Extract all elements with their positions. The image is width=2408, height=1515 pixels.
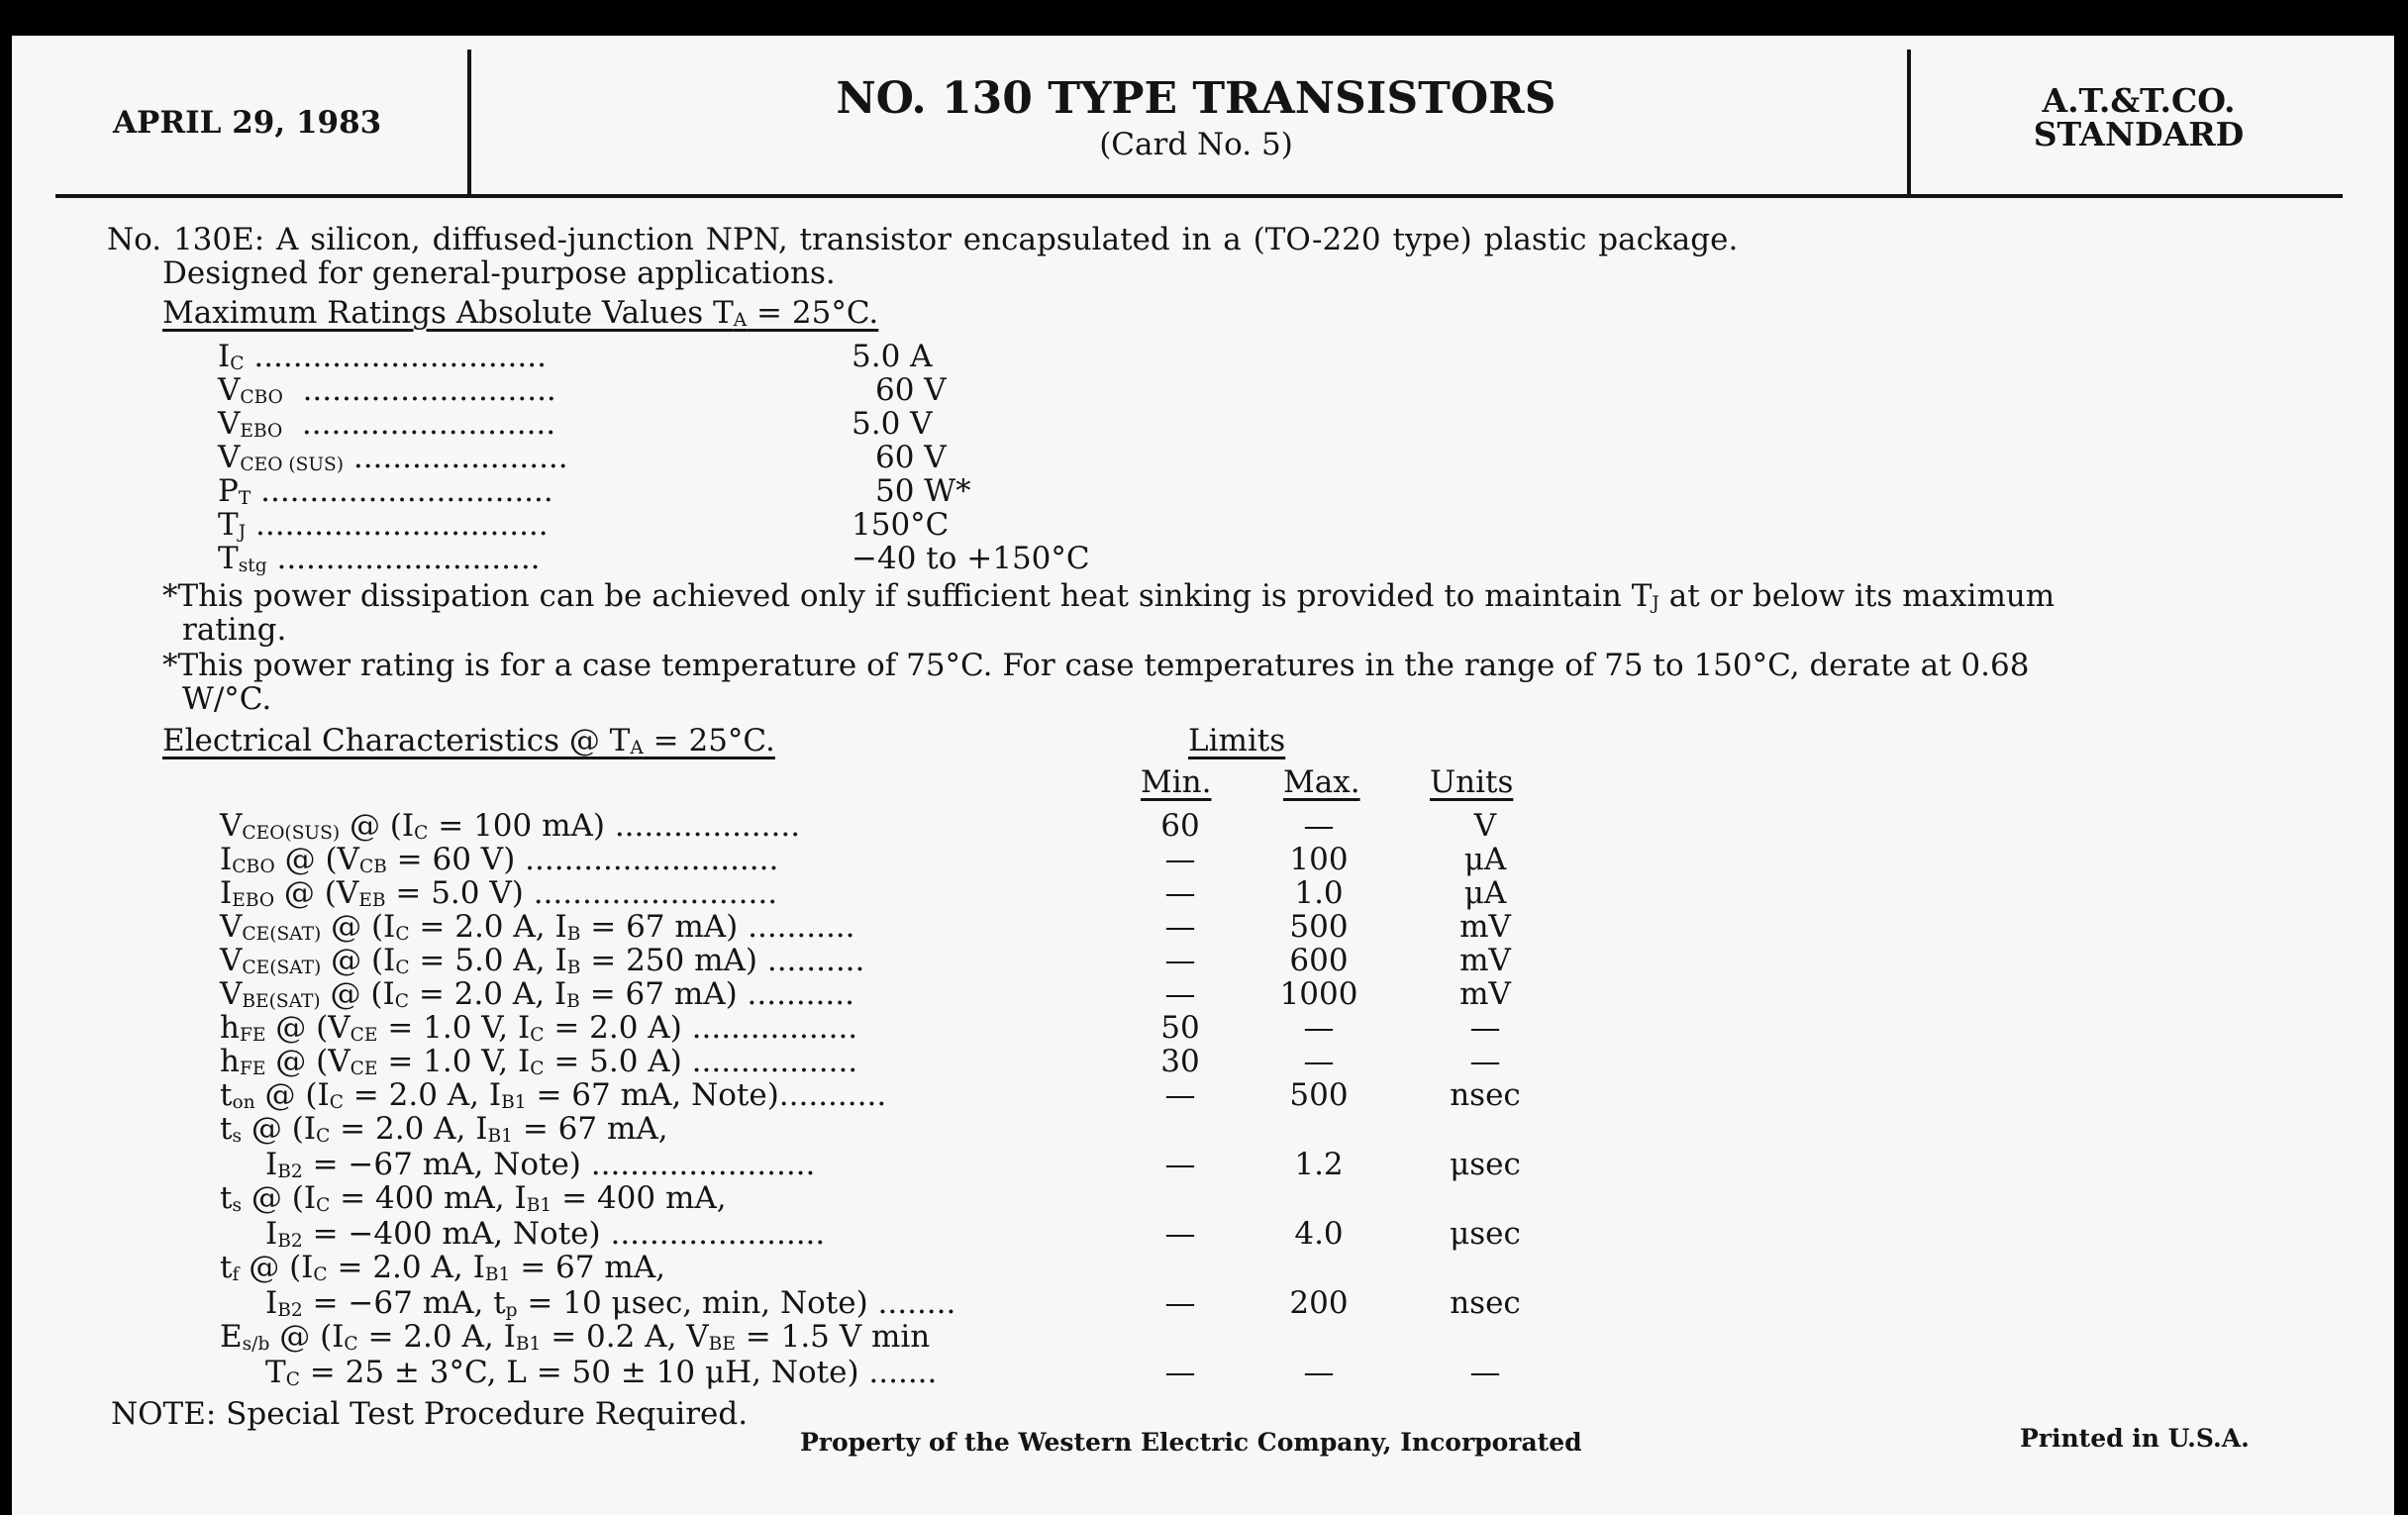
rating-row: $T_J$ .............................. 150°C — [218, 507, 950, 543]
rating-row: $V_{EBO}$ .......................... 5.0 V — [218, 406, 933, 442]
intro-line1: No. 130E: A silicon, diffused-junction NPN, transistor encapsulated in a (TO-220 type) plastic package. — [107, 222, 1739, 257]
electrical-row: $t_s$ @ ($I_C = 400$ mA, $I_{B1} = 400$ mA, $I_{B2} = -400$ mA, Note) ...................... — 4.0 μsec — [220, 1180, 1521, 1252]
rating-row: $P_T$ .............................. 50 W* — [218, 473, 971, 509]
power-note-2-cont: W/°C. — [182, 681, 272, 717]
card-date: APRIL 29, 1983 — [113, 105, 382, 141]
rating-row: $T_{stg}$ ........................... −40 to +150°C — [218, 541, 1090, 576]
electrical-row: $V_{CE(SAT)}$ @ ($I_C = 2.0$ A, $I_B = 67$ mA) ........... — 500 mV — [220, 909, 1511, 945]
limits-heading: Limits — [1188, 723, 1286, 758]
electrical-row: $t_{on}$ @ ($I_C = 2.0$ A, $I_{B1} = 67$ mA, Note)........... — 500 nsec — [220, 1077, 1521, 1113]
footer-property: Property of the Western Electric Company, Incorporated — [800, 1428, 1582, 1457]
max-ratings-heading: Maximum Ratings Absolute Values $T_A = 25^\circ C$. — [162, 295, 879, 331]
intro-line2: Designed for general-purpose applications. — [162, 255, 836, 291]
power-note-2: *This power rating is for a case temperature of 75°C. For case temperatures in the range of 75 to 150°C, derate at 0.68 — [162, 648, 2030, 683]
electrical-row: $V_{BE(SAT)}$ @ ($I_C = 2.0$ A, $I_B = 67$ mA) ........... — 1000 mV — [220, 976, 1511, 1012]
electrical-row: $I_{CBO}$ @ ($V_{CB} = 60$ V) .......................... — 100 μA — [220, 842, 1507, 877]
electrical-row: $V_{CEO(SUS)}$ @ ($I_C = 100$ mA) ................... 60 — V — [220, 808, 1497, 844]
electrical-row: $I_{EBO}$ @ ($V_{EB} = 5.0$ V) ......................... — 1.0 μA — [220, 875, 1507, 911]
electrical-row: $t_s$ @ ($I_C = 2.0$ A, $I_{B1} = 67$ mA, $I_{B2} = -67$ mA, Note) ....................... — 1.2 μsec — [220, 1111, 1521, 1182]
header-divider-left — [467, 50, 471, 198]
electrical-row: $h_{FE}$ @ ($V_{CE} = 1.0$ V, $I_C = 5.0$ A) ................. 30 — — — [220, 1044, 1501, 1079]
electrical-row: $h_{FE}$ @ ($V_{CE} = 1.0$ V, $I_C = 2.0$ A) ................. 50 — — — [220, 1010, 1501, 1046]
standard-line1: A.T.&T.CO. — [2042, 81, 2236, 120]
electrical-row: $V_{CE(SAT)}$ @ ($I_C = 5.0$ A, $I_B = 250$ mA) .......... — 600 mV — [220, 943, 1511, 978]
card-title: NO. 130 TYPE TRANSISTORS — [836, 73, 1556, 124]
standard-line2: STANDARD — [2033, 115, 2245, 153]
electrical-heading: Electrical Characteristics @ $T_A = 25^\circ C$. — [162, 723, 775, 758]
power-note-1: *This power dissipation can be achieved only if sufficient heat sinking is provided to maintain $T_J$ at or below its maximum — [162, 578, 2056, 614]
footer-note: NOTE: Special Test Procedure Required. — [111, 1396, 749, 1432]
rating-row: $I_C$ .............................. 5.0 A — [218, 339, 933, 374]
electrical-row: $E_{s/b}$ @ ($I_C = 2.0$ A, $I_{B1} = 0.2$ A, $V_{BE} = 1.5$ V min $T_C = 25 \pm 3^\circ C$, L = 50 ± 10 μH, Note) ....... — — — — [220, 1319, 1501, 1390]
footer-printed: Printed in U.S.A. — [2020, 1424, 2250, 1453]
rating-row: $V_{CBO}$ .......................... 60 V — [218, 372, 947, 408]
min-heading: Min. — [1141, 764, 1212, 800]
units-heading: Units — [1430, 764, 1514, 800]
electrical-row: $t_f$ @ ($I_C = 2.0$ A, $I_{B1} = 67$ mA, $I_{B2} = -67$ mA, $t_p = 10$ μsec, min, Note) ........ — 200 nsec — [220, 1250, 1521, 1321]
header-bottom-rule — [55, 194, 2343, 198]
card-number: (Card No. 5) — [1099, 127, 1293, 162]
power-note-1-cont: rating. — [182, 612, 287, 648]
max-heading: Max. — [1283, 764, 1360, 800]
rating-row: $V_{CEO (SUS)}$ ...................... 60 V — [218, 440, 947, 475]
data-card — [12, 36, 2394, 1515]
